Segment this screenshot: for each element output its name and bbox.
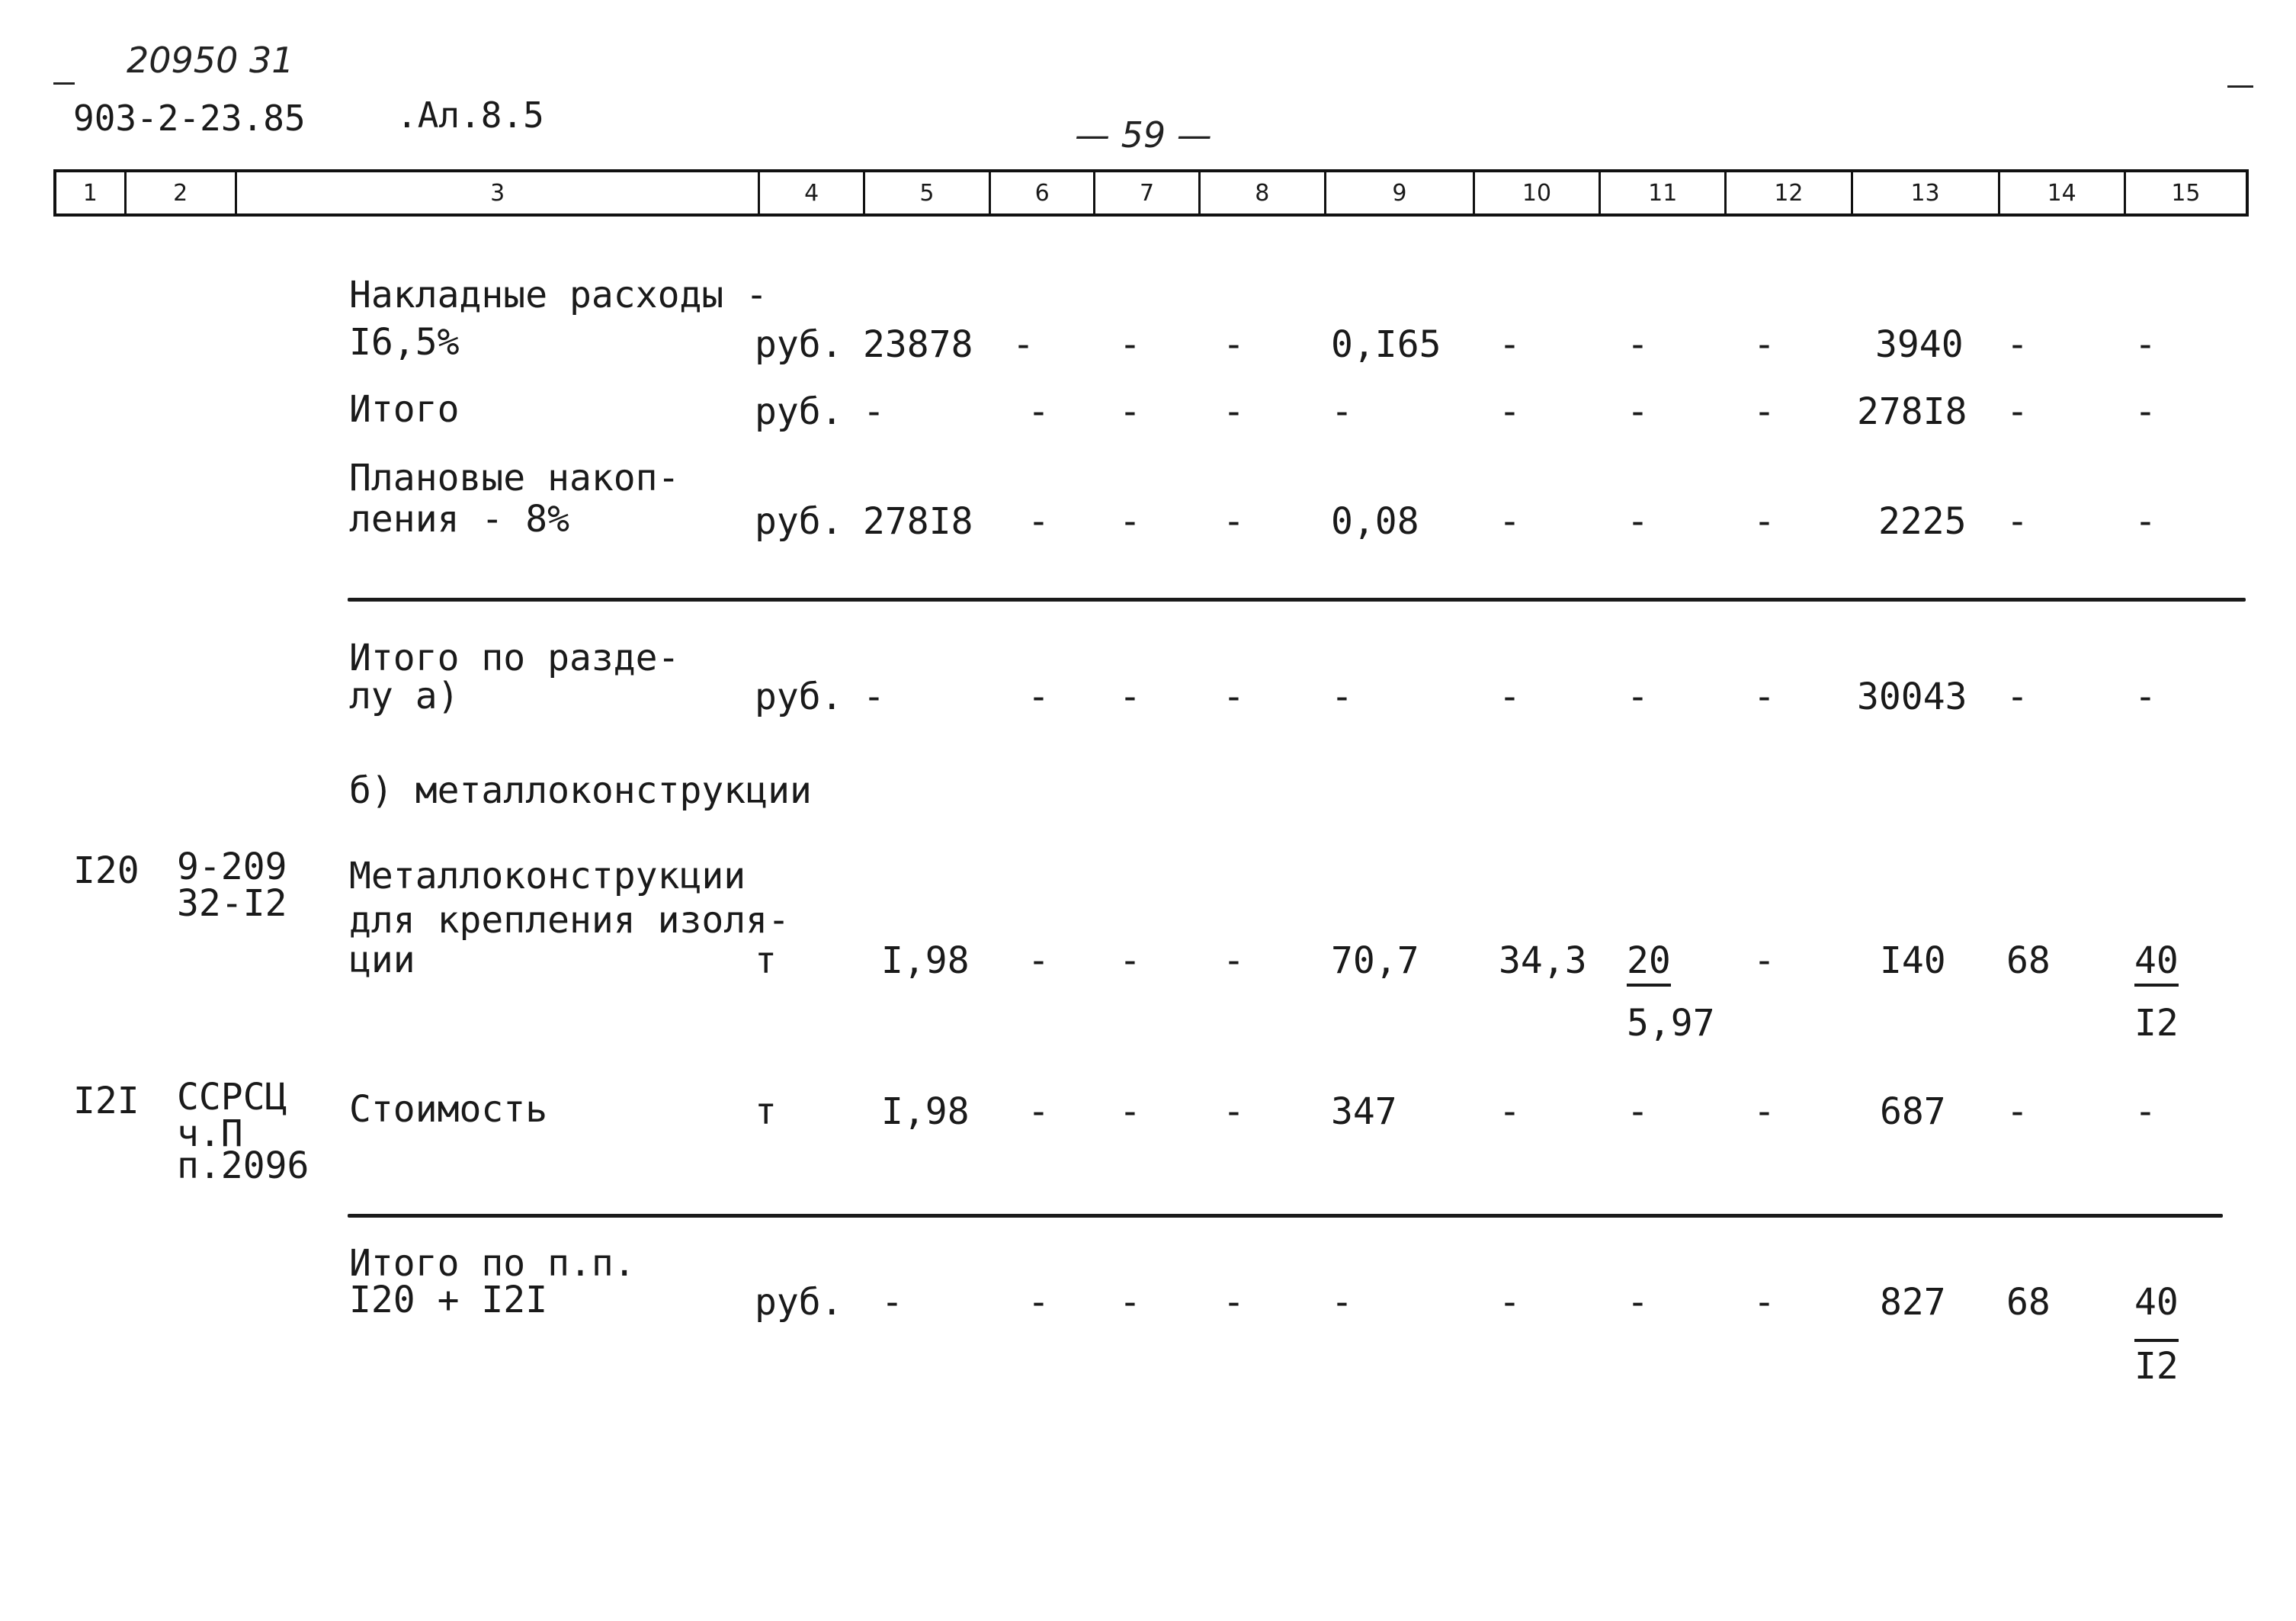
column-number-row — [53, 169, 2249, 217]
document-code: 903-2-23.85 — [73, 98, 306, 139]
col15-cell-bottom: I2 — [2134, 1002, 2179, 1045]
col8-cell: - — [1223, 1090, 1245, 1133]
row-label: ления - 8% — [349, 498, 569, 541]
handwritten-number: 20950 31 — [127, 40, 294, 81]
col7-cell: - — [1119, 390, 1141, 433]
col11-cell: - — [1627, 323, 1649, 366]
col13-cell: 3940 — [1875, 323, 1964, 366]
col14-cell: - — [2006, 1090, 2028, 1133]
col12-cell: - — [1753, 323, 1775, 366]
col14-cell: - — [2006, 500, 2028, 543]
col6-cell: - — [1028, 676, 1050, 718]
col10-cell: - — [1499, 390, 1521, 433]
col7-cell: - — [1119, 1090, 1141, 1133]
col6-cell: - — [1028, 1090, 1050, 1133]
col15-cell: - — [2134, 1090, 2157, 1133]
col15-cell-top: 40 — [2134, 1281, 2179, 1324]
col9-cell: 347 — [1331, 1090, 1397, 1133]
col10-cell: - — [1499, 1281, 1521, 1324]
col10-cell: - — [1499, 676, 1521, 718]
section-divider — [348, 1214, 2223, 1218]
column-number: 15 — [2171, 179, 2201, 207]
item-code: 32-I2 — [177, 882, 287, 925]
col14-cell: 68 — [2006, 1281, 2051, 1324]
item-code: п.2096 — [177, 1144, 309, 1187]
item-number: I2I — [73, 1080, 139, 1122]
corner-mark-right — [2227, 85, 2253, 88]
col7-cell: - — [1119, 939, 1141, 982]
col11-cell: - — [1627, 390, 1649, 433]
unit-cell: т — [755, 1090, 777, 1133]
col8-cell: - — [1223, 323, 1245, 366]
col15-cell: - — [2134, 676, 2157, 718]
row-label: Итого — [349, 388, 460, 431]
column-number: 2 — [127, 172, 237, 213]
column-number: 14 — [2000, 172, 2126, 213]
col14-cell: - — [2006, 323, 2028, 366]
col14-cell: - — [2006, 676, 2028, 718]
row-label: Итого по разде- — [349, 637, 680, 679]
row-label: Металлоконструкции — [349, 855, 746, 897]
col6-cell: - — [1028, 1281, 1050, 1324]
col9-cell: 0,08 — [1331, 500, 1419, 543]
col8-cell: - — [1223, 1281, 1245, 1324]
page-number: — 59 — — [1075, 114, 1212, 156]
column-number: 4 — [760, 172, 864, 213]
unit-cell: т — [755, 939, 777, 982]
col13-cell: 2225 — [1878, 500, 1967, 543]
row-label: Накладные расходы - — [349, 274, 768, 316]
col12-cell: - — [1753, 1090, 1775, 1133]
col10-cell: - — [1499, 1090, 1521, 1133]
col5-cell: - — [881, 1281, 903, 1324]
column-number: 5 — [865, 172, 991, 213]
col12-cell: - — [1753, 390, 1775, 433]
col7-cell: - — [1119, 323, 1141, 366]
col15-cell: - — [2134, 500, 2157, 543]
row-label: I6,5% — [349, 321, 460, 364]
col13-cell: 278I8 — [1857, 390, 1967, 433]
unit-cell: руб. — [755, 1281, 843, 1324]
col5-cell: - — [863, 676, 885, 718]
col6-cell: - — [1028, 500, 1050, 543]
col15-cell-bottom: I2 — [2134, 1339, 2179, 1388]
row-label: для крепления изоля- — [349, 899, 790, 942]
row-label: лу а) — [349, 675, 460, 717]
col6-cell: - — [1012, 323, 1034, 366]
col10-cell: 34,3 — [1499, 939, 1587, 982]
col7-cell: - — [1119, 1281, 1141, 1324]
col14-cell: - — [2006, 390, 2028, 433]
col15-cell: - — [2134, 390, 2157, 433]
column-number: 10 — [1475, 172, 1601, 213]
row-label: Стоимость — [349, 1088, 548, 1131]
column-number: 7 — [1095, 172, 1200, 213]
column-number: 9 — [1326, 172, 1475, 213]
col13-cell: 687 — [1880, 1090, 1946, 1133]
unit-cell: руб. — [755, 500, 843, 543]
col9-cell: - — [1331, 676, 1353, 718]
col9-cell: 0,I65 — [1331, 323, 1441, 366]
col11-cell: - — [1627, 676, 1649, 718]
col13-cell: I40 — [1880, 939, 1946, 982]
col9-cell: 70,7 — [1331, 939, 1419, 982]
col8-cell: - — [1223, 676, 1245, 718]
unit-cell: руб. — [755, 676, 843, 718]
col5-cell: 23878 — [863, 323, 973, 366]
column-number: 3 — [237, 172, 761, 213]
item-code: 9-209 — [177, 846, 287, 888]
col5-cell: 278I8 — [863, 500, 973, 543]
column-number: 11 — [1601, 172, 1727, 213]
column-number: 1 — [56, 172, 127, 213]
col8-cell: - — [1223, 939, 1245, 982]
column-number: 12 — [1727, 172, 1852, 213]
col12-cell: - — [1753, 1281, 1775, 1324]
column-number: 8 — [1201, 172, 1326, 213]
col12-cell: - — [1753, 939, 1775, 982]
col6-cell: - — [1028, 939, 1050, 982]
item-code: ССРСЦ — [177, 1076, 287, 1119]
column-number: 6 — [991, 172, 1095, 213]
col11-cell-bottom: 5,97 — [1627, 1002, 1715, 1045]
corner-mark-left — [53, 82, 75, 85]
unit-cell: руб. — [755, 323, 843, 366]
col13-cell: 827 — [1880, 1281, 1946, 1324]
section-divider — [348, 598, 2246, 602]
col11-cell-top: 20 — [1627, 939, 1671, 987]
col15-cell: - — [2134, 323, 2157, 366]
row-label: ции — [349, 939, 415, 981]
col6-cell: - — [1028, 390, 1050, 433]
col10-cell: - — [1499, 323, 1521, 366]
col5-cell: - — [863, 390, 885, 433]
col10-cell: - — [1499, 500, 1521, 543]
subsection-title: б) металлоконструкции — [349, 769, 812, 812]
row-label: Плановые накоп- — [349, 457, 680, 499]
col8-cell: - — [1223, 500, 1245, 543]
col5-cell: I,98 — [881, 1090, 970, 1133]
sheet-label: .Ал.8.5 — [396, 95, 544, 136]
col9-cell: - — [1331, 390, 1353, 433]
col7-cell: - — [1119, 500, 1141, 543]
col11-cell: - — [1627, 500, 1649, 543]
col14-cell: 68 — [2006, 939, 2051, 982]
col9-cell: - — [1331, 1281, 1353, 1324]
col8-cell: - — [1223, 390, 1245, 433]
unit-cell: руб. — [755, 390, 843, 433]
col11-cell: - — [1627, 1281, 1649, 1324]
col15-cell-top: 40 — [2134, 939, 2179, 987]
item-code: ч.П — [177, 1112, 243, 1155]
col5-cell: I,98 — [881, 939, 970, 982]
row-label: Итого по п.п. — [349, 1242, 636, 1285]
col11-cell: - — [1627, 1090, 1649, 1133]
col12-cell: - — [1753, 676, 1775, 718]
col7-cell: - — [1119, 676, 1141, 718]
col12-cell: - — [1753, 500, 1775, 543]
row-label: I20 + I2I — [349, 1279, 548, 1321]
item-number: I20 — [73, 849, 139, 892]
column-number: 13 — [1853, 172, 2000, 213]
col13-cell: 30043 — [1857, 676, 1967, 718]
